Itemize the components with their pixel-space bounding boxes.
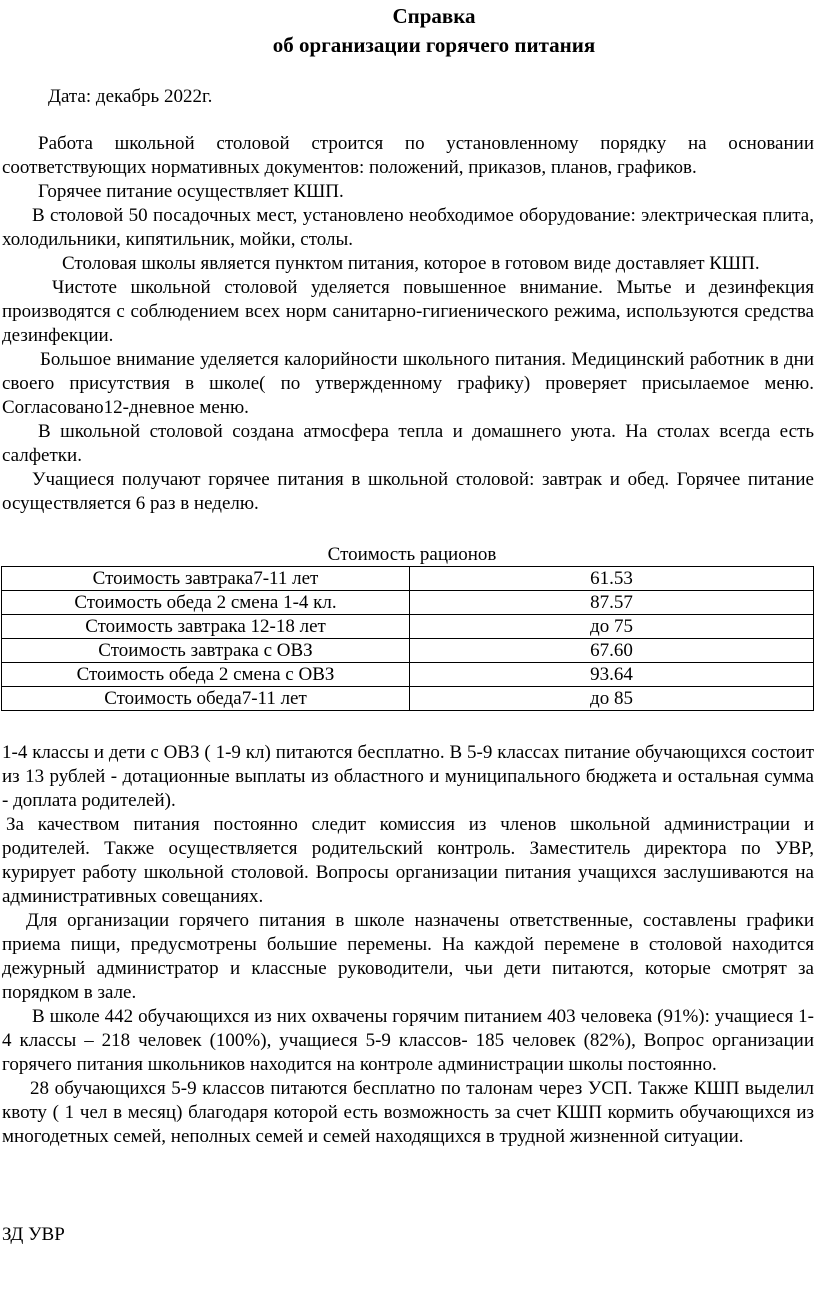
table-cell-value: 87.57 — [410, 591, 814, 615]
paragraph: 1-4 классы и дети с ОВЗ ( 1-9 кл) питаются бесплатно. В 5-9 классах питание обучающихся состоит из 13 рублей - дотационные выплаты из областного и муниципального бюджета и остальная сумма - доплата родителей). — [2, 742, 814, 811]
paragraph: Чистоте школьной столовой уделяется повышенное внимание. Мытье и дезинфекция производятся с соблюдением всех норм санитарно-гигиенического режима, используются средства дезинфекции. — [2, 277, 814, 346]
table-row — [2, 615, 814, 639]
table-cell-name: Стоимость обеда 2 смена 1-4 кл. — [2, 591, 410, 615]
paragraph: В столовой 50 посадочных мест, установлено необходимое оборудование: электрическая плита, холодильники, кипятильник, мойки, столы. — [2, 205, 814, 250]
table-cell-value: до 85 — [410, 687, 814, 711]
table-row — [2, 663, 814, 687]
table-cell-name: Стоимость завтрака7-11 лет — [2, 567, 410, 591]
document-subtitle: об организации горячего питания — [272, 33, 596, 57]
table-cell-name: Стоимость обеда 2 смена с ОВЗ — [2, 663, 410, 687]
document-date: Дата: декабрь 2022г. — [48, 86, 213, 107]
table-row — [2, 567, 814, 591]
paragraph: 28 обучающихся 5-9 классов питаются бесплатно по талонам через УСП. Также КШП выделил квоту ( 1 чел в месяц) благодаря которой есть возможность за счет КШП кормить обучающихся из многодетных семей, неполных семей и семей находящихся в трудной жизненной ситуации. — [2, 1078, 814, 1147]
paragraph: В школе 442 обучающихся из них охвачены горячим питанием 403 человека (91%): учащиеся 1-4 классы – 218 человек (100%), учащиеся 5-9 классов- 185 человек (82%), Вопрос организации горячего питания школьников находится на контроле администрации школы постоянно. — [2, 1006, 814, 1075]
paragraph: Горячее питание осуществляет КШП. — [38, 181, 344, 202]
table-row — [2, 591, 814, 615]
table-caption — [0, 543, 816, 567]
paragraph: Большое внимание уделяется калорийности школьного питания. Медицинский работник в дни своего присутствия в школе( по утвержденному графику) проверяет присылаемое меню. Согласовано12-дневное меню. — [2, 349, 814, 418]
table-cell-value: 93.64 — [410, 663, 814, 687]
paragraph: Для организации горячего питания в школе назначены ответственные, составлены графики приема пищи, предусмотрены большие перемены. На каждой перемене в столовой находится дежурный администратор и классные руководители, чьи дети питаются, которые смотрят за порядком в зале. — [2, 910, 814, 1003]
cost-table — [1, 566, 814, 711]
paragraph: Столовая школы является пунктом питания, которое в готовом виде доставляет КШП. — [62, 253, 760, 274]
table-cell-name: Стоимость завтрака 12-18 лет — [2, 615, 410, 639]
table-row — [2, 687, 814, 711]
paragraph: За качеством питания постоянно следит комиссия из членов школьной администрации и родителей. Также осуществляется родительский контроль. Заместитель директора по УВР, курирует работу школьной столовой. Вопросы организации питания учащихся заслушиваются на административных совещаниях. — [2, 814, 814, 907]
paragraph: В школьной столовой создана атмосфера тепла и домашнего уюта. На столах всегда есть салфетки. — [2, 421, 814, 466]
text-block-after-table — [2, 741, 814, 1149]
signature: ЗД УВР — [2, 1224, 65, 1245]
table-caption-text: Стоимость рационов — [327, 544, 497, 565]
table-cell-value: 61.53 — [410, 567, 814, 591]
table-cell-value: 67.60 — [410, 639, 814, 663]
table-cell-value: до 75 — [410, 615, 814, 639]
table-cell-name: Стоимость завтрака с ОВЗ — [2, 639, 410, 663]
paragraph: Работа школьной столовой строится по установленному порядку на основании соответствующих нормативных документов: положений, приказов, планов, графиков. — [2, 133, 814, 178]
table-cell-name: Стоимость обеда7-11 лет — [2, 687, 410, 711]
text-block-before-table — [2, 132, 814, 516]
paragraph: Учащиеся получают горячее питания в школьной столовой: завтрак и обед. Горячее питание осуществляется 6 раз в неделю. — [2, 469, 814, 514]
table-row — [2, 639, 814, 663]
document-title: Справка — [392, 4, 476, 28]
